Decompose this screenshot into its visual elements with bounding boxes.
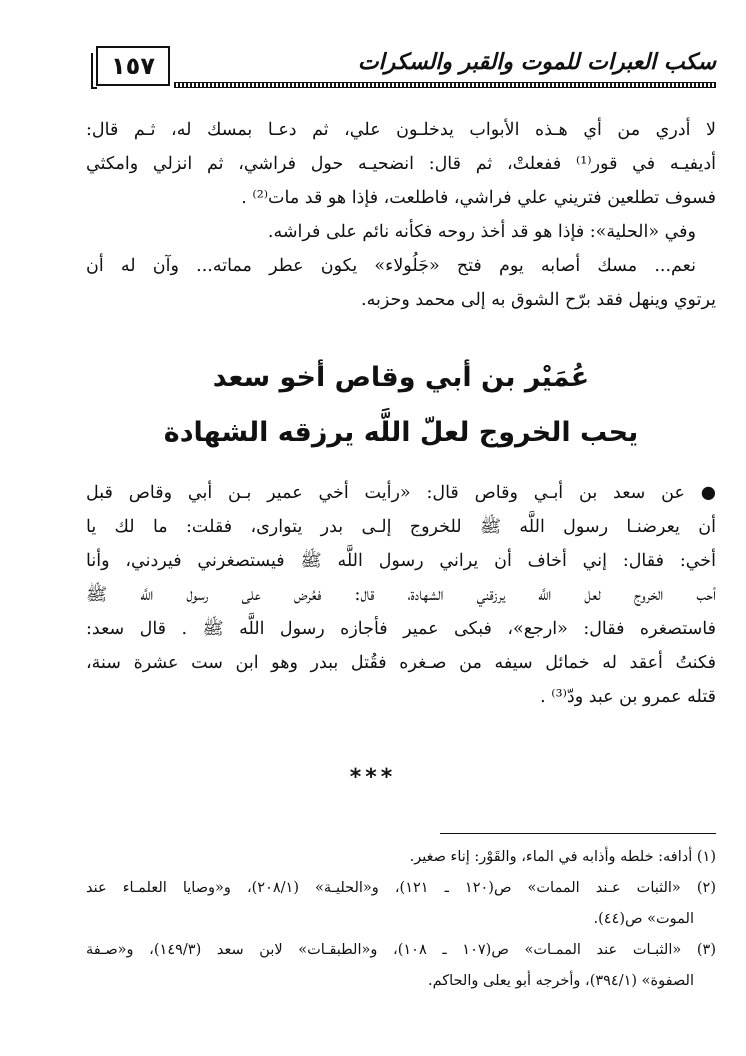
page-number: ١٥٧ bbox=[111, 52, 155, 80]
body-line: فاستصغره فقال: «ارجع»، فبكى عمير فأجازه رسول اللَّه ﷺ . قال سعد: bbox=[86, 619, 716, 639]
body-line: أن يعرضنـا رسول اللَّه ﷺ للخروج إلـى بدر يتوارى، فقلت: ما لك يا bbox=[86, 517, 716, 537]
body-line: وفي «الحلية»: فإذا هو قد أخذ روحه فكأنه نائم على فراشه. bbox=[267, 222, 696, 242]
footnote-rule bbox=[440, 833, 716, 834]
body-line: يرتوي وينهل فقد برّح الشوق به إلى محمد وحزبه. bbox=[361, 290, 716, 310]
body-line: فسوف تطلعين فتريني علي فراشي، فاطلعت، فإذا هو قد مات⁽²⁾ . bbox=[241, 188, 716, 208]
section-heading: عُمَيْر بن أبي وقاص أخو سعد bbox=[212, 362, 590, 393]
section-subheading: يحب الخروج لعلّ اللَّه يرزقه الشهادة bbox=[163, 417, 639, 448]
footnote-line: (٢) «الثبات عـند الممات» ص(١٢٠ ـ ١٢١)، و«الحليـة» (٢٠٨/١)، و«وصايا العلمـاء عند bbox=[86, 880, 716, 896]
body-line: فكنتُ أعقد له خمائل سيفه من صـغره فقُتل ببدر وهو ابن ست عشرة سنة، bbox=[86, 653, 716, 673]
body-text-top bbox=[86, 113, 716, 317]
body-text-bottom bbox=[86, 476, 716, 714]
section-separator: *** bbox=[349, 765, 397, 790]
footnote-line: الصفوة» (٣٩٤/١)، وأخرجه أبو يعلى والحاكم. bbox=[427, 973, 694, 989]
page-header bbox=[84, 46, 716, 88]
body-line: أخي: فقال: إني أخاف أن يراني رسول اللَّه ﷺ فيستصغرني فيردني، وأنا bbox=[86, 551, 716, 571]
footnote-line: (١) أدافه: خلطه وأذابه في الماء، والقَوْر: إناء صغير. bbox=[409, 849, 716, 865]
body-line: ● عن سعد بن أبـي وقاص قال: «رأيت أخي عمير بـن أبي وقاص قبل bbox=[86, 483, 716, 503]
running-title: سكب العبرات للموت والقبر والسكرات bbox=[357, 50, 716, 75]
footnote-line: (٣) «الثبـات عند الممـات» ص(١٠٧ ـ ١٠٨)، و«الطبقـات» لابن سعد (١٤٩/٣)، و«صـفة bbox=[86, 942, 716, 958]
body-line: لا أدري من أي هـذه الأبواب يدخلـون علي، ثم دعـا بمسك له، ثـم قال: bbox=[86, 120, 716, 140]
body-line: قتله عمرو بن عبد ودّ⁽³⁾ . bbox=[540, 687, 716, 707]
header-rule bbox=[174, 82, 716, 88]
page-number-box bbox=[96, 46, 170, 86]
body-line: نعم... مسك أصابه يوم فتح «جَلُولاء» يكون عطر مماته... وآن له أن bbox=[86, 256, 696, 276]
body-line: أديفيـه في قور⁽¹⁾ ففعلتْ، ثم قال: انضحيـه حول فراشي، ثم انزلي وامكثي bbox=[86, 154, 716, 174]
footnote-line: الموت» ص(٤٤). bbox=[593, 911, 694, 927]
body-line: أحب الخروج لعل اللَّه يرزقني الشهادة، قال: فعُرض على رسول اللَّه ﷺ bbox=[86, 585, 716, 605]
footnotes bbox=[86, 842, 716, 997]
